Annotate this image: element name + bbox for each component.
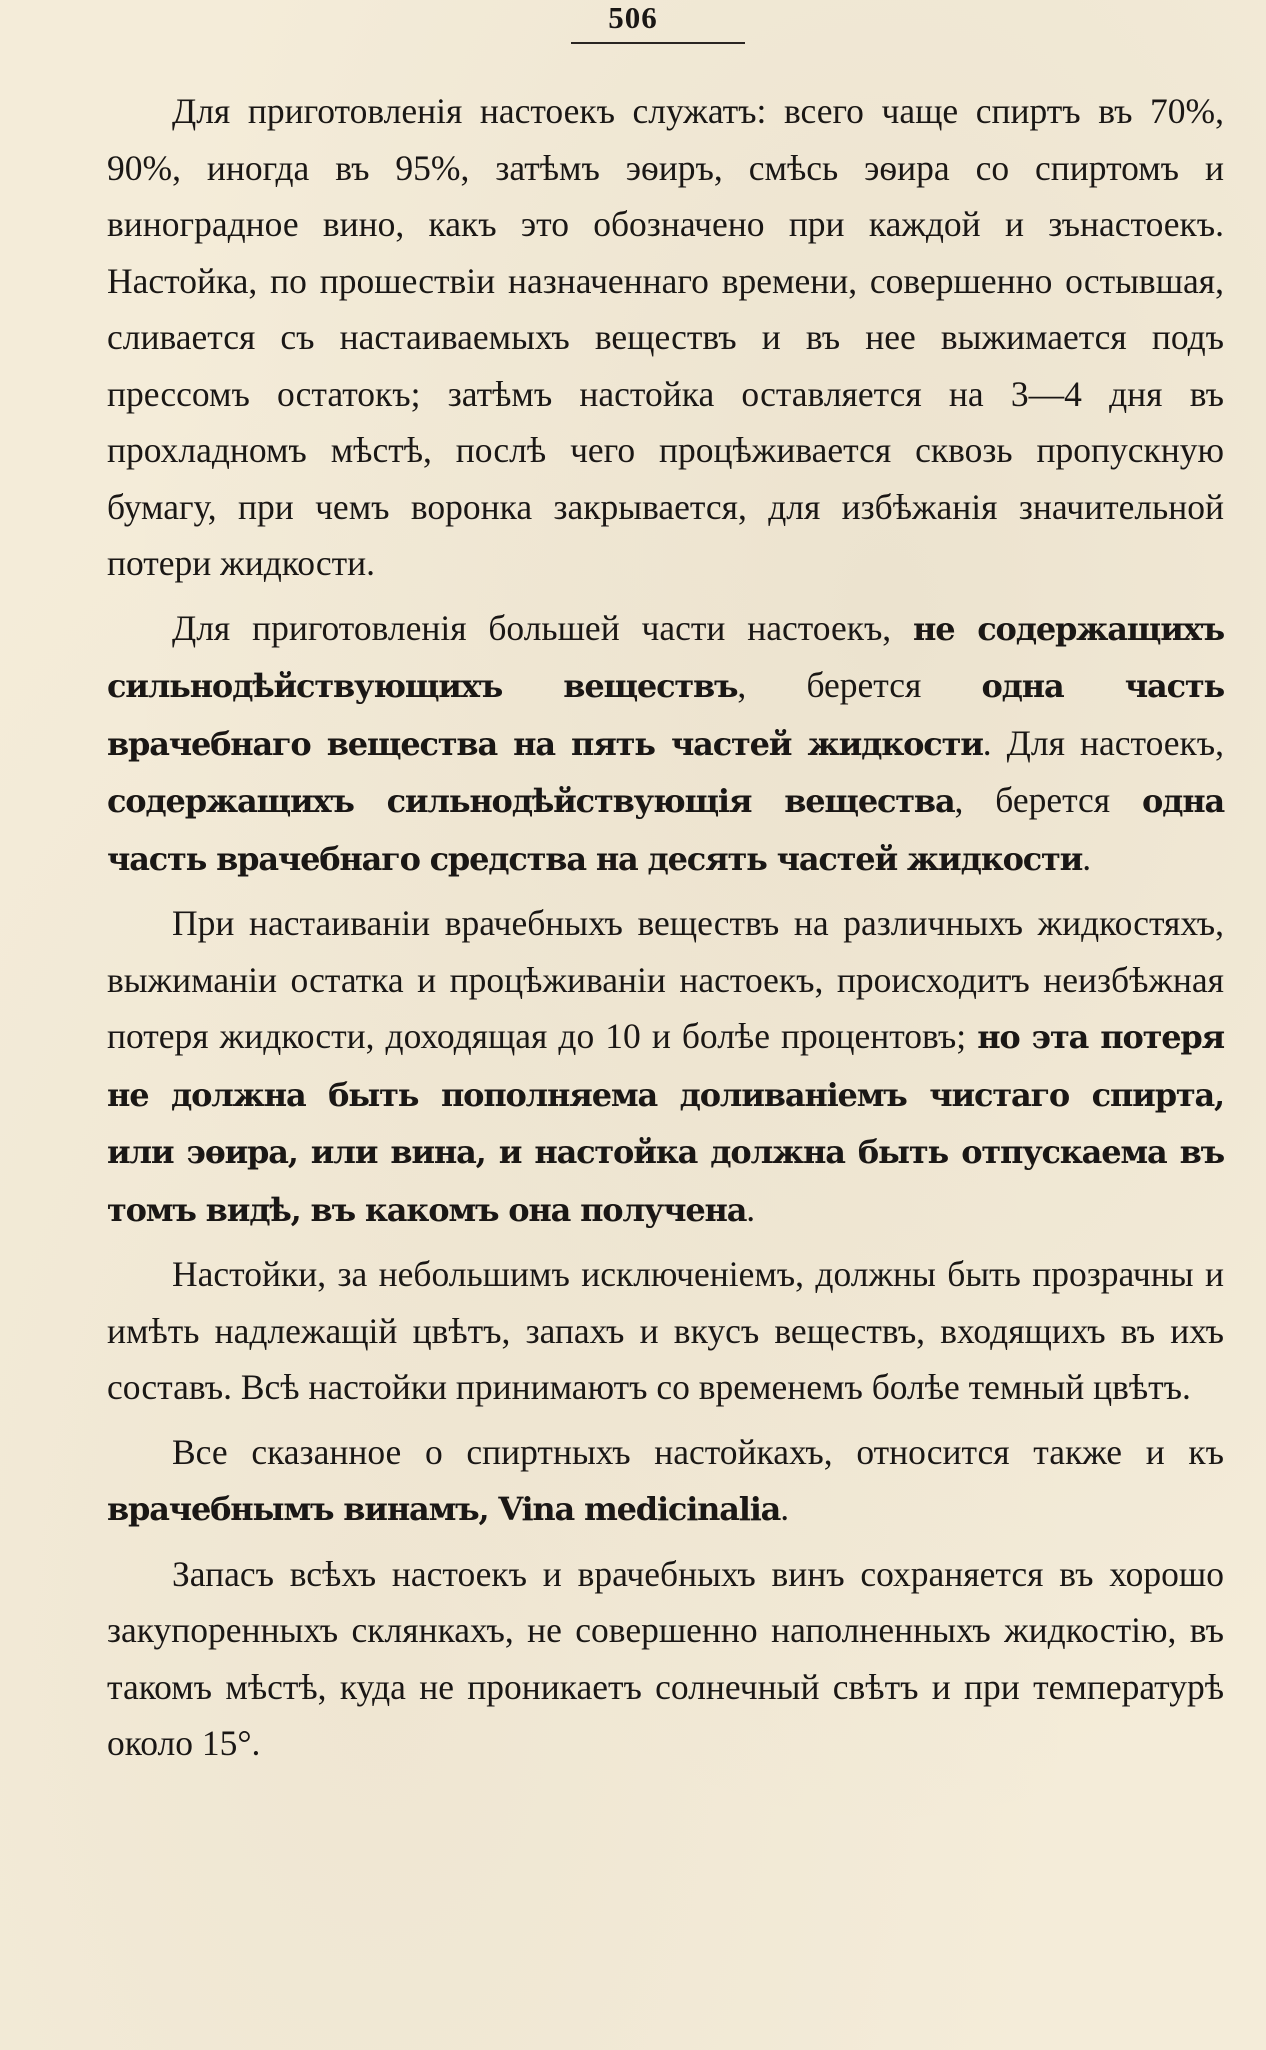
text-run: . — [1082, 837, 1092, 878]
body-text — [107, 83, 1224, 1780]
paragraph-proportions — [107, 600, 1224, 888]
paragraph-storage — [107, 1546, 1224, 1772]
emphasis-run: одна часть врачебнаго средства на десять частей жидкости — [107, 782, 1225, 878]
paragraph-tinctures-preparation — [107, 83, 1224, 592]
emphasis-run: содержащихъ сильнодѣйствующія вещества — [107, 782, 955, 820]
paragraph-liquid-loss — [107, 895, 1224, 1238]
text-run: Настойки, за небольшимъ исключеніемъ, должны быть прозрачны и имѣть надлежащій цвѣтъ, запахъ и вкусъ веществъ, входящихъ въ ихъ составъ. Всѣ настойки принимаютъ со временемъ болѣе темный цвѣтъ. — [107, 1254, 1224, 1407]
emphasis-run: но эта потеря не должна быть пополняема доливаніемъ чистаго спирта, или эѳира, или вина, и настойка должна быть отпускаема въ томъ видѣ, въ какомъ она получена — [107, 1018, 1224, 1229]
paragraph-medicinal-wines — [107, 1424, 1224, 1538]
emphasis-run: врачебнымъ винамъ, Vina medicinalia — [107, 1490, 781, 1528]
text-run: , берется — [737, 665, 982, 705]
text-run: Все сказанное о спиртныхъ настойкахъ, относится также и къ — [172, 1431, 1224, 1472]
text-run: Запасъ всѣхъ настоекъ и врачебныхъ винъ сохраняется въ хорошо закупоренныхъ склянкахъ, не совершенно наполненныхъ жидкостію, въ такомъ мѣстѣ, куда не проникаетъ солнечный свѣтъ и при температурѣ около 15°. — [107, 1553, 1224, 1763]
emphasis-run: не содержащихъ сильнодѣйствующихъ веществъ — [107, 609, 1224, 705]
text-run: Для приготовленія настоекъ служатъ: всего чаще спиртъ въ 70%, 90%, иногда въ 95%, затѣмъ эѳиръ, смѣсь эѳира со спиртомъ и виноградное вино, какъ это обозначено при каждой и зънастоекъ. Настойка, по прошествіи назначеннаго времени, совершенно остывшая, сливается съ настаиваемыхъ веществъ и въ нее выжимается подъ прессомъ остатокъ; затѣмъ настойка оставляется на 3—4 дня въ прохладномъ мѣстѣ, послѣ чего процѣживается сквозь пропускную бумагу, при чемъ воронка закрывается, для избѣжанія значительной потери жидкости. — [107, 91, 1224, 583]
text-run: . — [746, 1188, 756, 1229]
text-run: , берется — [954, 780, 1142, 820]
emphasis-run: одна часть врачебнаго вещества на пять частей жидкости — [107, 667, 1224, 763]
text-run: . Для настоекъ, — [982, 722, 1224, 763]
paragraph-appearance — [107, 1246, 1224, 1416]
text-run: . — [780, 1488, 790, 1528]
text-run: При настаиваніи врачебныхъ веществъ на различныхъ жидкостяхъ, выжиманіи остатка и процѣживаніи настоекъ, происходитъ неизбѣжная потеря жидкости, доходящая до 10 и болѣе процентовъ; — [107, 903, 1224, 1056]
header-rule — [571, 42, 745, 44]
text-run: Для приготовленія большей части настоекъ, — [172, 607, 913, 648]
page-number: 506 — [608, 0, 658, 35]
